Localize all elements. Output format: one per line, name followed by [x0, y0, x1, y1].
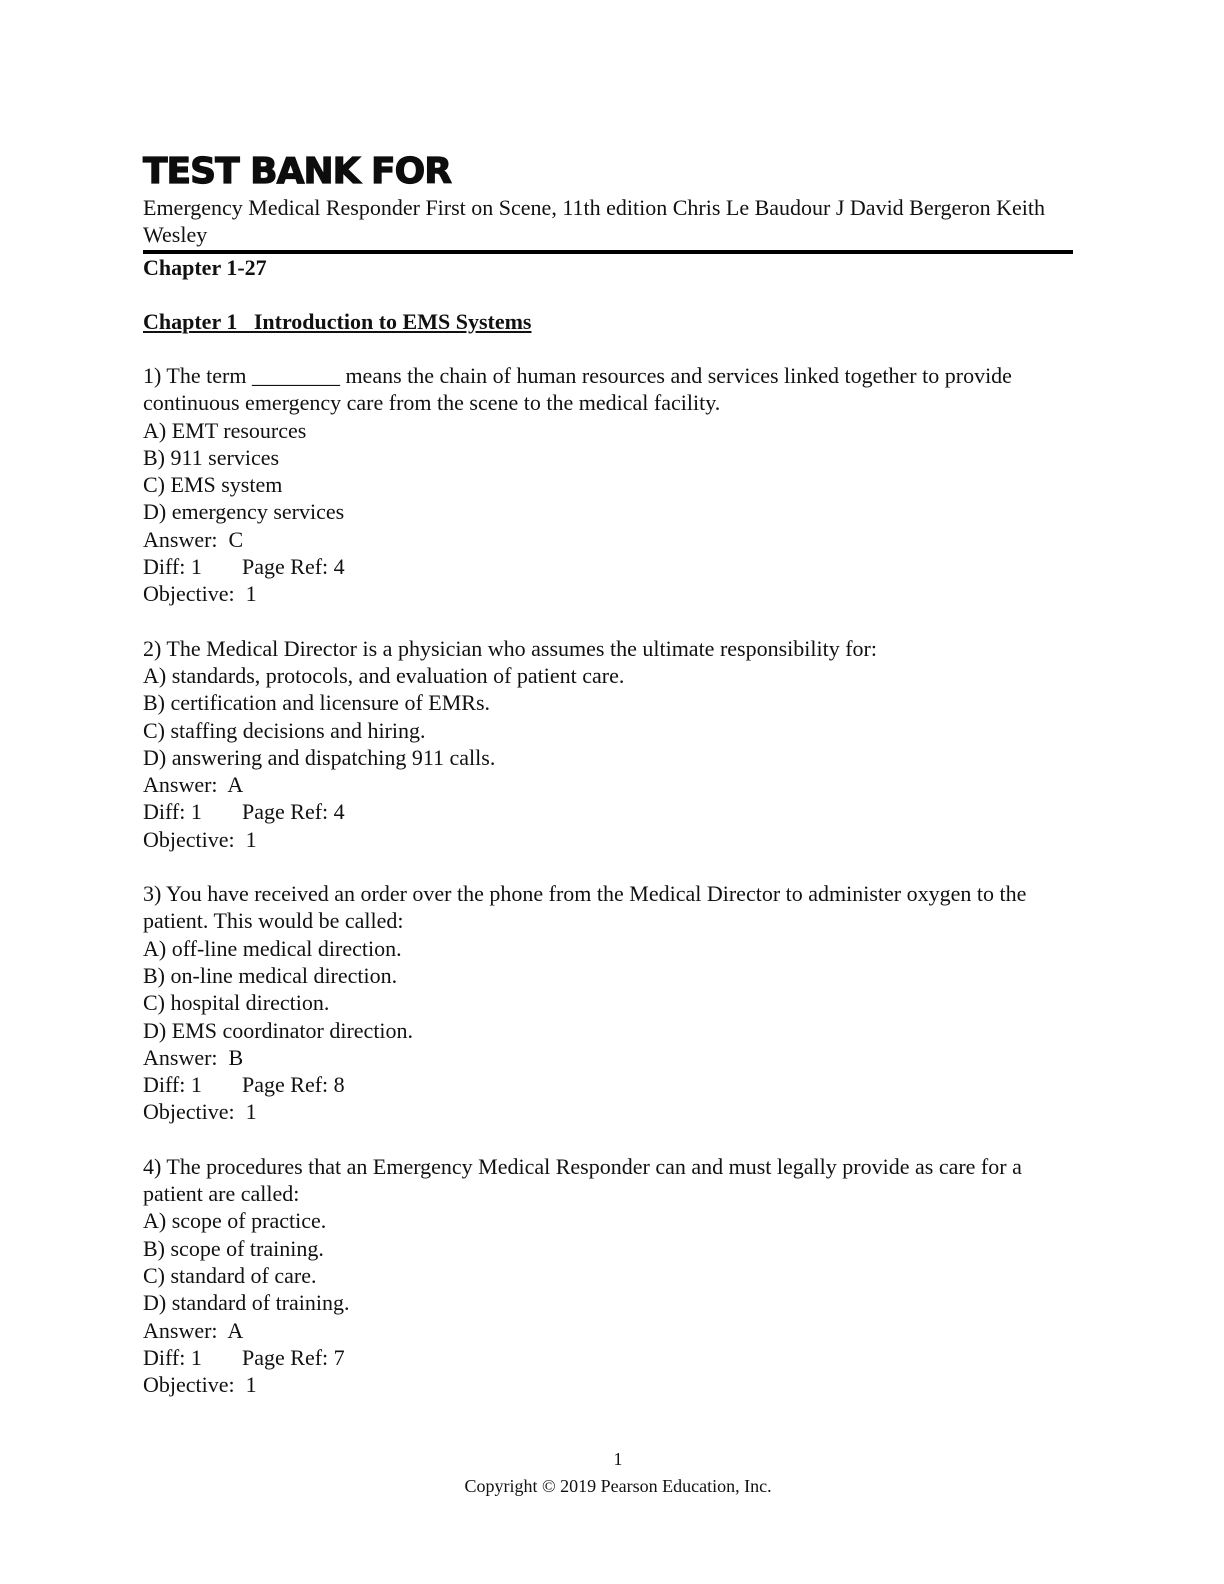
answer-option: A) scope of practice.	[143, 1208, 327, 1234]
answer-option: A) EMT resources	[143, 417, 307, 443]
question-stem: 1) The term ________ means the chain of human resources and services linked together to provide continuous emergency care from the scene to the medical facility.	[143, 363, 1012, 416]
answer-option: D) standard of training.	[143, 1290, 350, 1316]
question-block	[143, 1153, 1073, 1399]
page-ref: Page Ref: 4	[242, 554, 345, 580]
objective: Objective: 1	[143, 1372, 257, 1398]
question-block	[143, 635, 1073, 853]
book-title-line: Emergency Medical Responder First on Scene, 11th edition Chris Le Baudour J David Bergeron Keith Wesley	[143, 195, 1046, 247]
answer-option: C) hospital direction.	[143, 990, 330, 1016]
question-stem: 2) The Medical Director is a physician who assumes the ultimate responsibility for:	[143, 635, 877, 661]
answer-option: C) staffing decisions and hiring.	[143, 717, 426, 743]
answer-option: B) scope of training.	[143, 1235, 324, 1261]
difficulty: Diff: 1	[143, 554, 202, 580]
document-page	[143, 150, 1073, 1398]
answer-option: B) certification and licensure of EMRs.	[143, 690, 491, 716]
chapter-range: Chapter 1-27	[143, 255, 267, 280]
difficulty: Diff: 1	[143, 799, 202, 825]
page-ref: Page Ref: 4	[242, 799, 345, 825]
difficulty-row	[143, 798, 1073, 825]
answer-option: A) off-line medical direction.	[143, 935, 402, 961]
answer-key: Answer: C	[143, 526, 244, 552]
difficulty: Diff: 1	[143, 1344, 202, 1370]
answer-option: C) standard of care.	[143, 1262, 317, 1288]
copyright-notice: Copyright © 2019 Pearson Education, Inc.	[464, 1476, 772, 1496]
answer-key: Answer: B	[143, 1044, 244, 1070]
page-ref: Page Ref: 8	[242, 1072, 345, 1098]
difficulty-row	[143, 1071, 1073, 1098]
answer-option: B) on-line medical direction.	[143, 962, 398, 988]
answer-option: D) emergency services	[143, 499, 345, 525]
document-title: TEST BANK FOR	[143, 151, 451, 192]
question-block	[143, 362, 1073, 608]
answer-option: A) standards, protocols, and evaluation of patient care.	[143, 662, 625, 688]
chapter-heading: Chapter 1 Introduction to EMS Systems	[143, 309, 532, 334]
answer-key: Answer: A	[143, 1317, 244, 1343]
page-number: 1	[613, 1449, 623, 1469]
answer-option: D) EMS coordinator direction.	[143, 1017, 414, 1043]
answer-option: C) EMS system	[143, 472, 283, 498]
difficulty: Diff: 1	[143, 1072, 202, 1098]
difficulty-row	[143, 553, 1073, 580]
answer-option: B) 911 services	[143, 444, 280, 470]
objective: Objective: 1	[143, 826, 257, 852]
question-block	[143, 880, 1073, 1126]
question-stem: 4) The procedures that an Emergency Medical Responder can and must legally provide as care for a patient are called:	[143, 1153, 1022, 1207]
objective: Objective: 1	[143, 1099, 257, 1125]
objective: Objective: 1	[143, 581, 257, 607]
difficulty-row	[143, 1344, 1073, 1371]
answer-option: D) answering and dispatching 911 calls.	[143, 744, 496, 770]
question-stem: 3) You have received an order over the phone from the Medical Director to administer oxygen to the patient. This would be called:	[143, 881, 1027, 934]
page-ref: Page Ref: 7	[242, 1344, 345, 1370]
answer-key: Answer: A	[143, 772, 244, 798]
